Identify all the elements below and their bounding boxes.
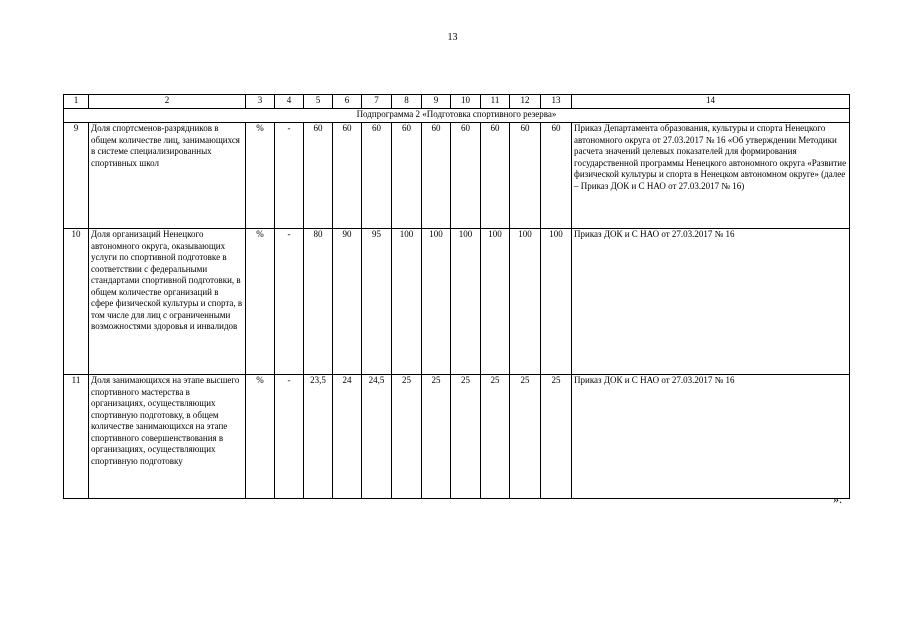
value-cell: 60	[422, 123, 451, 229]
unit-cell: %	[246, 229, 275, 375]
header-cell: 8	[392, 95, 422, 109]
value-cell: 25	[451, 375, 481, 499]
value-cell: 60	[541, 123, 572, 229]
header-cell: 5	[304, 95, 333, 109]
header-cell: 9	[422, 95, 451, 109]
base-value-cell: -	[275, 123, 304, 229]
source-document: Приказ ДОК и С НАО от 27.03.2017 № 16	[572, 375, 850, 499]
page-number: 13	[447, 32, 458, 43]
base-value-cell: -	[275, 375, 304, 499]
source-document: Приказ ДОК и С НАО от 27.03.2017 № 16	[572, 229, 850, 375]
value-cell: 25	[541, 375, 572, 499]
value-cell: 25	[510, 375, 541, 499]
table-row	[64, 123, 850, 229]
header-cell: 2	[89, 95, 246, 109]
value-cell: 100	[510, 229, 541, 375]
subprogram-title: Подпрограмма 2 «Подготовка спортивного резерва»	[64, 109, 850, 123]
value-cell: 100	[422, 229, 451, 375]
indicator-name: Доля спортсменов-разрядников в общем количестве лиц, занимающихся в системе специализированных спортивных школ	[89, 123, 246, 229]
value-cell: 60	[304, 123, 333, 229]
value-cell: 23,5	[304, 375, 333, 499]
header-cell: 7	[362, 95, 392, 109]
indicator-name: Доля занимающихся на этапе высшего спортивного мастерства в организациях, осуществляющих спортивную подготовку, в общем количестве занимающихся на этапе спортивного совершенствования в организациях, осуществляющих спортивную подготовку	[89, 375, 246, 499]
header-cell: 14	[572, 95, 850, 109]
subprogram-row	[64, 109, 850, 123]
header-cell: 1	[64, 95, 89, 109]
value-cell: 24,5	[362, 375, 392, 499]
header-cell: 11	[481, 95, 510, 109]
value-cell: 60	[510, 123, 541, 229]
value-cell: 100	[392, 229, 422, 375]
value-cell: 60	[451, 123, 481, 229]
value-cell: 100	[481, 229, 510, 375]
unit-cell: %	[246, 375, 275, 499]
table-header-row	[64, 95, 850, 109]
value-cell: 60	[392, 123, 422, 229]
value-cell: 60	[481, 123, 510, 229]
indicators-table	[63, 94, 850, 499]
row-number: 9	[64, 123, 89, 229]
table-row	[64, 375, 850, 499]
table-row	[64, 229, 850, 375]
value-cell: 100	[541, 229, 572, 375]
value-cell: 25	[422, 375, 451, 499]
header-cell: 13	[541, 95, 572, 109]
header-cell: 12	[510, 95, 541, 109]
unit-cell: %	[246, 123, 275, 229]
header-cell: 3	[246, 95, 275, 109]
closing-quote-mark: ».	[833, 492, 842, 506]
value-cell: 25	[392, 375, 422, 499]
value-cell: 60	[333, 123, 362, 229]
source-document: Приказ Департамента образования, культуры и спорта Ненецкого автономного округа от 27.03.2017 № 16 «Об утверждении Методики расчета значений целевых показателей для формирования государственной программы Ненецкого автономного округа «Развитие физической культуры и спорта в Ненецком автономном округе» (далее – Приказ ДОК и С НАО от 27.03.2017 № 16)	[572, 123, 850, 229]
value-cell: 95	[362, 229, 392, 375]
value-cell: 90	[333, 229, 362, 375]
base-value-cell: -	[275, 229, 304, 375]
header-cell: 10	[451, 95, 481, 109]
row-number: 10	[64, 229, 89, 375]
row-number: 11	[64, 375, 89, 499]
value-cell: 25	[481, 375, 510, 499]
header-cell: 4	[275, 95, 304, 109]
header-cell: 6	[333, 95, 362, 109]
value-cell: 100	[451, 229, 481, 375]
value-cell: 80	[304, 229, 333, 375]
value-cell: 24	[333, 375, 362, 499]
indicator-name: Доля организаций Ненецкого автономного округа, оказывающих услуги по спортивной подготовке в соответствии с федеральными стандартами спортивной подготовки, в общем количестве организаций в сфере физической культуры и спорта, в том числе для лиц с ограниченными возможностями здоровья и инвалидов	[89, 229, 246, 375]
value-cell: 60	[362, 123, 392, 229]
